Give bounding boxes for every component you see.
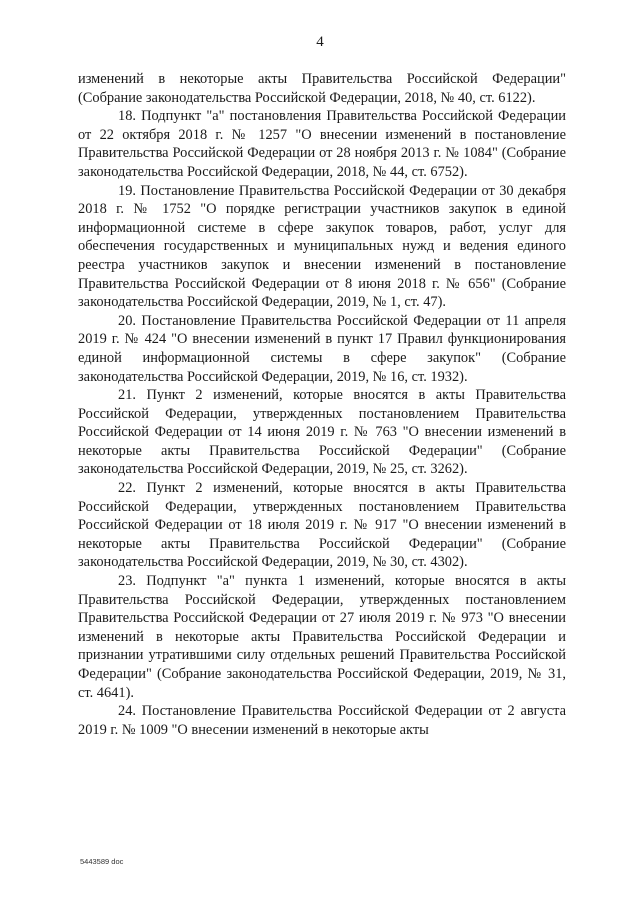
list-item-19: 19. Постановление Правительства Российской Федерации от 30 декабря 2018 г. № 1752 "О порядке регистрации участников закупок в единой информационной системе в сфере закупок товаров, работ, услуг для обеспечения государственных и муниципальных нужд и ведения единого реестра участников закупок и внесении изменений в постановление Правительства Российской Федерации от 8 июня 2018 г. № 656" (Собрание законодательства Российской Федерации, 2019, № 1, ст. 47).: [78, 182, 566, 311]
paragraph-continuation: изменений в некоторые акты Правительства Российской Федерации" (Собрание законодательства Российской Федерации, 2018, № 40, ст. 6122).: [78, 71, 566, 106]
list-item-18: 18. Подпункт "а" постановления Правительства Российской Федерации от 22 октября 2018 г. № 1257 "О внесении изменений в постановление Правительства Российской Федерации от 28 ноября 2013 г. № 1084" (Собрание законодательства Российской Федерации, 2018, № 44, ст. 6752).: [78, 108, 566, 180]
list-item-22: 22. Пункт 2 изменений, которые вносятся в акты Правительства Российской Федерации, утвержденных постановлением Правительства Российской Федерации от 18 июля 2019 г. № 917 "О внесении изменений в некоторые акты Правительства Российской Федерации" (Собрание законодательства Российской Федерации, 2019, № 30, ст. 4302).: [78, 480, 566, 571]
list-item-23: 23. Подпункт "а" пункта 1 изменений, которые вносятся в акты Правительства Российской Федерации, утвержденных постановлением Правительства Российской Федерации от 27 июля 2019 г. № 973 "О внесении изменений в некоторые акты Правительства Российской Федерации и признании утратившими силу отдельных решений Правительства Российской Федерации" (Собрание законодательства Российской Федерации, 2019, № 31, ст. 4641).: [78, 573, 566, 701]
document-body: [78, 70, 566, 739]
document-file-code: 5443589 doc: [80, 857, 124, 866]
list-item-21: 21. Пункт 2 изменений, которые вносятся в акты Правительства Российской Федерации, утвержденных постановлением Правительства Российской Федерации от 14 июня 2019 г. № 763 "О внесении изменений в некоторые акты Правительства Российской Федерации" (Собрание законодательства Российской Федерации, 2019, № 25, ст. 3262).: [78, 387, 566, 478]
list-item-20: 20. Постановление Правительства Российской Федерации от 11 апреля 2019 г. № 424 "О внесении изменений в пункт 17 Правил функционирования единой информационной системы в сфере закупок" (Собрание законодательства Российской Федерации, 2019, № 16, ст. 1932).: [78, 312, 566, 385]
page-number: 4: [316, 34, 324, 50]
list-item-24: 24. Постановление Правительства Российской Федерации от 2 августа 2019 г. № 1009 "О внесении изменений в некоторые акты: [78, 703, 566, 738]
